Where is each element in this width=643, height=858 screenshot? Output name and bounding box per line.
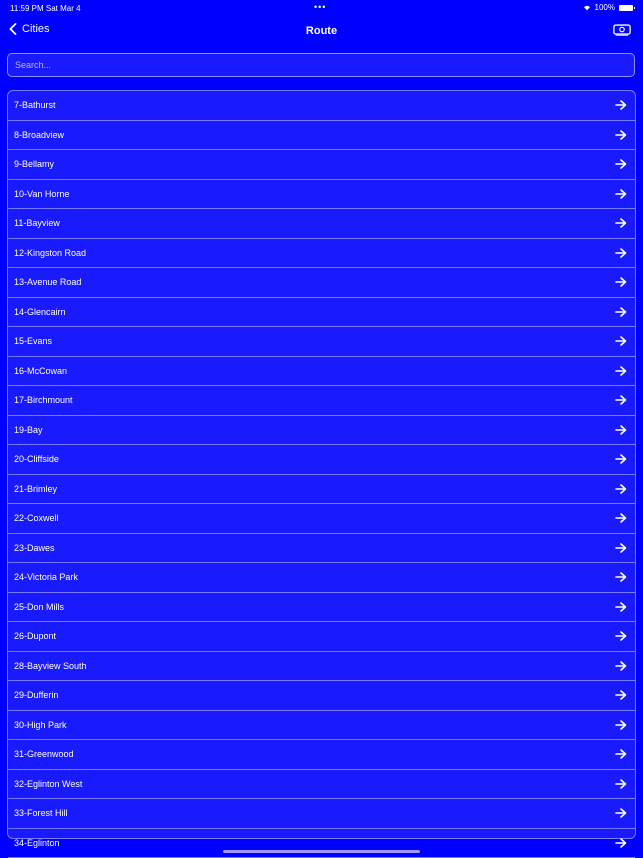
arrow-right-icon xyxy=(615,602,627,612)
route-row[interactable] xyxy=(8,504,635,534)
route-label: 15-Evans xyxy=(14,336,53,347)
route-row[interactable] xyxy=(8,327,635,357)
route-label: 7-Bathurst xyxy=(14,100,56,111)
arrow-right-icon xyxy=(615,189,627,199)
arrow-right-icon xyxy=(615,336,627,346)
route-label: 16-McCowan xyxy=(14,365,68,376)
route-row[interactable] xyxy=(8,209,635,239)
route-label: 11-Bayview xyxy=(14,218,60,229)
route-row[interactable] xyxy=(8,298,635,328)
route-row[interactable] xyxy=(8,799,635,829)
route-label: 14-Glencairn xyxy=(14,306,66,317)
route-label: 25-Don Mills xyxy=(14,601,65,612)
arrow-right-icon xyxy=(615,159,627,169)
route-row[interactable] xyxy=(8,740,635,770)
arrow-right-icon xyxy=(615,631,627,641)
route-label: 10-Van Horne xyxy=(14,188,70,199)
route-label: 21-Brimley xyxy=(14,483,58,494)
route-label: 23-Dawes xyxy=(14,542,55,553)
arrow-right-icon xyxy=(615,454,627,464)
arrow-right-icon xyxy=(615,572,627,582)
banknote-icon[interactable] xyxy=(613,24,631,36)
multitasking-dots[interactable]: ••• xyxy=(314,2,327,12)
route-label: 33-Forest Hill xyxy=(14,808,68,819)
route-row[interactable] xyxy=(8,150,635,180)
route-row[interactable] xyxy=(8,416,635,446)
route-label: 9-Bellamy xyxy=(14,159,55,170)
route-row[interactable] xyxy=(8,622,635,652)
route-row[interactable] xyxy=(8,386,635,416)
route-label: 26-Dupont xyxy=(14,631,57,642)
route-label: 20-Cliffside xyxy=(14,454,59,465)
route-row[interactable] xyxy=(8,357,635,387)
search-input[interactable] xyxy=(8,54,634,76)
route-row[interactable] xyxy=(8,534,635,564)
route-label: 28-Bayview South xyxy=(14,660,87,671)
route-row[interactable] xyxy=(8,829,635,858)
arrow-right-icon xyxy=(615,720,627,730)
route-row[interactable] xyxy=(8,91,635,121)
route-label: 19-Bay xyxy=(14,424,43,435)
route-row[interactable] xyxy=(8,652,635,682)
route-label: 31-Greenwood xyxy=(14,749,74,760)
battery-percent: 100% xyxy=(594,3,615,12)
arrow-right-icon xyxy=(615,100,627,110)
route-label: 8-Broadview xyxy=(14,129,65,140)
route-label: 13-Avenue Road xyxy=(14,277,82,288)
search-box[interactable] xyxy=(7,53,635,77)
page-title: Route xyxy=(305,25,338,37)
route-row[interactable] xyxy=(8,563,635,593)
arrow-right-icon xyxy=(615,543,627,553)
arrow-right-icon xyxy=(615,218,627,228)
route-label: 12-Kingston Road xyxy=(14,247,87,258)
battery-icon xyxy=(619,5,633,11)
arrow-right-icon xyxy=(615,425,627,435)
arrow-right-icon xyxy=(615,690,627,700)
route-row[interactable] xyxy=(8,121,635,151)
arrow-right-icon xyxy=(615,808,627,818)
arrow-right-icon xyxy=(615,513,627,523)
route-label: 32-Eglinton West xyxy=(14,778,83,789)
home-indicator xyxy=(223,850,420,853)
route-label: 34-Eglinton xyxy=(14,837,60,848)
route-row[interactable] xyxy=(8,593,635,623)
arrow-right-icon xyxy=(615,779,627,789)
arrow-right-icon xyxy=(615,307,627,317)
navigation-bar xyxy=(0,16,643,46)
arrow-right-icon xyxy=(615,130,627,140)
route-label: 30-High Park xyxy=(14,719,67,730)
arrow-right-icon xyxy=(615,484,627,494)
route-label: 17-Birchmount xyxy=(14,395,73,406)
status-right xyxy=(583,3,633,12)
arrow-right-icon xyxy=(615,661,627,671)
route-list xyxy=(7,90,636,848)
status-time: 11:59 PM Sat Mar 4 xyxy=(10,4,81,13)
route-label: 24-Victoria Park xyxy=(14,572,78,583)
route-label: 29-Dufferin xyxy=(14,690,59,701)
route-row[interactable] xyxy=(8,711,635,741)
back-label: Cities xyxy=(22,23,50,35)
route-row[interactable] xyxy=(8,770,635,800)
arrow-right-icon xyxy=(615,838,627,848)
route-row[interactable] xyxy=(8,268,635,298)
route-row[interactable] xyxy=(8,180,635,210)
route-row[interactable] xyxy=(8,475,635,505)
route-label: 22-Coxwell xyxy=(14,513,59,524)
arrow-right-icon xyxy=(615,749,627,759)
route-row[interactable] xyxy=(8,239,635,269)
arrow-right-icon xyxy=(615,248,627,258)
arrow-right-icon xyxy=(615,366,627,376)
arrow-right-icon xyxy=(615,277,627,287)
wifi-icon xyxy=(583,5,591,11)
route-row[interactable] xyxy=(8,681,635,711)
route-row[interactable] xyxy=(8,445,635,475)
arrow-right-icon xyxy=(615,395,627,405)
status-bar xyxy=(0,0,643,16)
